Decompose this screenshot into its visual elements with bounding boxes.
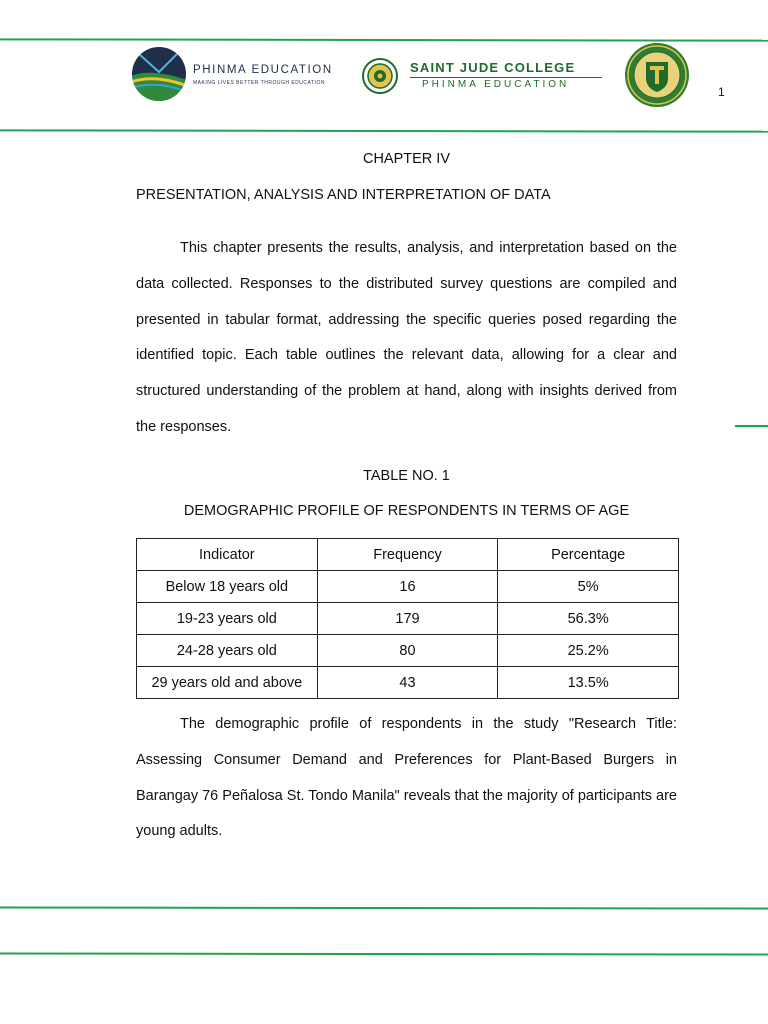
saint-jude-college-logo [362,56,607,96]
table-row [137,571,679,603]
frequency-cell: 179 [317,603,498,635]
frequency-cell: 43 [317,667,498,699]
indicator-cell: 24-28 years old [137,635,318,667]
indicator-cell: 19-23 years old [137,603,318,635]
phinma-tagline: MAKING LIVES BETTER THROUGH EDUCATION [193,80,325,86]
table-title: DEMOGRAPHIC PROFILE OF RESPONDENTS IN TERMS OF AGE [183,503,630,519]
table-header-row [137,539,679,571]
column-header-indicator: Indicator [137,539,318,571]
table-row [137,635,679,667]
chapter-title: CHAPTER IV [362,151,450,167]
footer-bottom-rule [0,952,768,955]
indicator-cell: 29 years old and above [137,667,318,699]
percentage-cell: 56.3% [498,603,679,635]
indicator-cell: Below 18 years old [137,571,318,603]
college-name-divider [410,77,602,78]
college-subtitle: PHINMA EDUCATION [422,79,570,90]
age-profile-table [136,538,679,699]
page-number: 1 [718,85,725,99]
college-name: SAINT JUDE COLLEGE [410,60,576,75]
phinma-logo-icon [131,46,187,102]
intro-paragraph: This chapter presents the results, analysis, and interpretation based on the data collected. Responses to the distributed survey questions are compiled and presented in tabular format, addressing the specific queries posed regarding the identified topic. Each table outlines the relevant data, allowing for a clear and structured understanding of the problem at hand, along with insights derived from the responses. [136,240,677,435]
percentage-cell: 13.5% [498,667,679,699]
margin-marker [735,425,768,427]
percentage-cell: 5% [498,571,679,603]
college-badge-icon [624,42,690,108]
phinma-brand-name: PHINMA EDUCATION [193,64,333,76]
column-header-frequency: Frequency [317,539,498,571]
frequency-cell: 80 [317,635,498,667]
percentage-cell: 25.2% [498,635,679,667]
chapter-heading: PRESENTATION, ANALYSIS AND INTERPRETATION OF DATA [136,187,551,203]
footer-top-rule [0,906,768,909]
frequency-cell: 16 [317,571,498,603]
table-number: TABLE NO. 1 [363,468,450,484]
column-header-percentage: Percentage [498,539,679,571]
header-bottom-rule [0,129,768,132]
analysis-paragraph: The demographic profile of respondents in the study "Research Title: Assessing Consumer Demand and Preferences for Plant-Based Burgers in Barangay 76 Peñalosa St. Tondo Manila" reveals that the majority of participants are young adults. [136,716,677,840]
sjc-seal-icon [362,58,398,94]
table-row [137,667,679,699]
phinma-education-logo [131,46,341,106]
table-row [137,603,679,635]
